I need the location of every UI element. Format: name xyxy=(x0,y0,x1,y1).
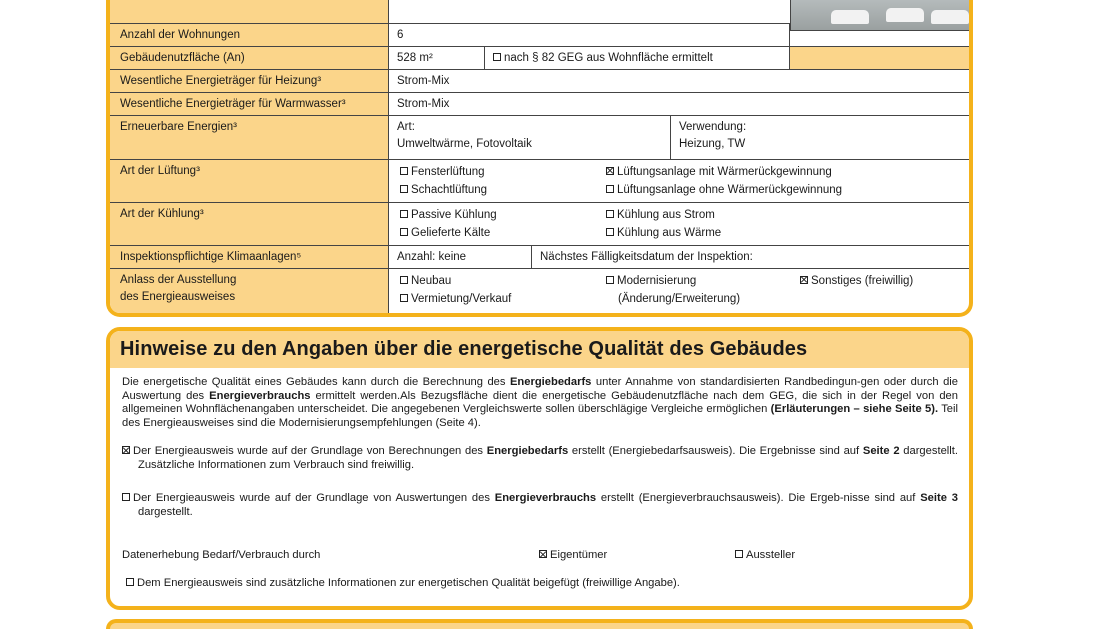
renewable-use-value: Heizung, TW xyxy=(679,138,746,150)
notes-header xyxy=(110,331,969,368)
heating-label: Wesentliche Energieträger für Heizung³ xyxy=(110,70,389,92)
table-row xyxy=(110,24,969,47)
cooling-option[interactable]: Passive Kühlung xyxy=(400,207,497,224)
table-row xyxy=(110,70,969,93)
checked-checkbox-icon[interactable] xyxy=(800,276,808,284)
table-row xyxy=(110,93,969,116)
checkbox-icon[interactable] xyxy=(126,578,134,586)
checkbox-icon[interactable] xyxy=(606,276,614,284)
renewable-type-value: Umweltwärme, Fotovoltaik xyxy=(397,138,532,150)
table-row xyxy=(110,203,969,246)
cooling-option[interactable]: Gelieferte Kälte xyxy=(400,225,490,242)
value-cell xyxy=(389,0,790,23)
reason-option[interactable]: Modernisierung xyxy=(606,273,696,290)
inspection-next: Nächstes Fälligkeitsdatum der Inspektion: xyxy=(540,251,753,263)
next-section-edge xyxy=(106,619,973,629)
checkbox-icon[interactable] xyxy=(400,210,408,218)
notes-section xyxy=(106,327,973,610)
table-row xyxy=(110,269,969,317)
ventilation-label: Art der Lüftung³ xyxy=(110,160,389,202)
cooling-option[interactable]: Kühlung aus Wärme xyxy=(606,225,721,242)
checkbox-icon[interactable] xyxy=(122,493,130,501)
renewable-use xyxy=(671,116,969,159)
area-option-label: nach § 82 GEG aus Wohnfläche ermittelt xyxy=(504,52,713,64)
renewable-type-label: Art: xyxy=(397,121,415,133)
checked-checkbox-icon[interactable] xyxy=(606,167,614,175)
checkbox-icon[interactable] xyxy=(400,228,408,236)
area-value: 528 m² xyxy=(389,47,485,69)
ventilation-option[interactable]: Lüftungsanlage ohne Wärmerückgewinnung xyxy=(606,182,842,199)
consumption-option[interactable]: Der Energieausweis wurde auf der Grundlage von Auswertungen des Energieverbrauchs erstellt (Energieverbrauchsausweis). Die Ergeb-nisse sind auf Seite 3 dargestellt. xyxy=(122,492,958,519)
area-option[interactable] xyxy=(485,47,790,69)
ventilation-option[interactable]: Schachtlüftung xyxy=(400,182,487,199)
table-row xyxy=(110,116,969,160)
demand-option[interactable]: Der Energieausweis wurde auf der Grundlage von Berechnungen des Energiebedarfs erstellt (Energiebedarfsausweis). Die Ergebnisse sind auf Seite 2 dargestellt. Zusätzliche Informationen zum Verbrauch sind freiwillig. xyxy=(122,445,958,472)
area-label: Gebäudenutzfläche (An) xyxy=(110,47,389,69)
checkbox-icon[interactable] xyxy=(400,276,408,284)
checkbox-icon[interactable] xyxy=(400,185,408,193)
extra-info-option[interactable]: Dem Energieausweis sind zusätzliche Informationen zur energetischen Qualität beigefügt (freiwillige Angabe). xyxy=(126,575,680,592)
table-row xyxy=(110,246,969,269)
checkbox-icon[interactable] xyxy=(606,210,614,218)
water-value: Strom-Mix xyxy=(397,98,450,110)
notes-intro: Die energetische Qualität eines Gebäudes kann durch die Berechnung des Energiebedarfs unter Annahme von standardisierten Randbedingun-gen oder durch die Auswertung des Energieverbrauchs ermittelt werden.Als Bezugsfläche dient die energetische Gebäudenutzfläche nach dem GEG, die sich in der Regel von den allgemeinen Wohnflächenangaben unterscheidet. Die angegebenen Vergleichswerte sollen überschlägige Vergleiche ermöglichen (Erläuterungen – siehe Seite 5). Teil des Energieausweises sind die Modernisierungsempfehlungen (Seite 4). xyxy=(122,376,958,429)
cooling-label: Art der Kühlung³ xyxy=(110,203,389,245)
checked-checkbox-icon[interactable] xyxy=(539,550,547,558)
reason-option[interactable]: Neubau xyxy=(400,273,451,290)
water-label: Wesentliche Energieträger für Warmwasser³ xyxy=(110,93,389,115)
checkbox-icon[interactable] xyxy=(606,228,614,236)
checkbox-icon[interactable] xyxy=(400,167,408,175)
issuer-option[interactable]: Aussteller xyxy=(735,547,795,564)
renewable-type xyxy=(389,116,671,159)
owner-option[interactable]: Eigentümer xyxy=(539,547,607,564)
data-collection-label: Datenerhebung Bedarf/Verbrauch durch xyxy=(122,549,321,561)
ventilation-option[interactable]: Lüftungsanlage mit Wärmerückgewinnung xyxy=(606,164,832,181)
inspection-count: Anzahl: keine xyxy=(389,246,532,268)
notes-title: Hinweise zu den Angaben über die energetische Qualität des Gebäudes xyxy=(120,338,808,360)
checkbox-icon[interactable] xyxy=(735,550,743,558)
checkbox-icon[interactable] xyxy=(400,294,408,302)
ventilation-option[interactable]: Fensterlüftung xyxy=(400,164,485,181)
reason-label: Anlass der Ausstellung des Energieausweises xyxy=(110,269,389,317)
row-label xyxy=(110,0,389,23)
apartments-label: Anzahl der Wohnungen xyxy=(110,24,389,46)
heating-value: Strom-Mix xyxy=(397,75,450,87)
reason-option[interactable]: Vermietung/Verkauf xyxy=(400,291,511,308)
checkbox-icon[interactable] xyxy=(606,185,614,193)
building-data-table xyxy=(106,0,973,317)
table-row xyxy=(110,160,969,203)
table-row xyxy=(110,47,969,70)
reason-option[interactable]: Sonstiges (freiwillig) xyxy=(800,273,913,290)
checkbox-icon[interactable] xyxy=(493,53,501,61)
inspection-label: Inspektionspflichtige Klimaanlagen⁵ xyxy=(110,246,389,268)
cooling-option[interactable]: Kühlung aus Strom xyxy=(606,207,715,224)
reason-sub: (Änderung/Erweiterung) xyxy=(618,293,741,305)
renewable-label: Erneuerbare Energien³ xyxy=(110,116,389,159)
renewable-use-label: Verwendung: xyxy=(679,121,747,133)
checked-checkbox-icon[interactable] xyxy=(122,446,130,454)
apartments-value: 6 xyxy=(389,24,790,46)
